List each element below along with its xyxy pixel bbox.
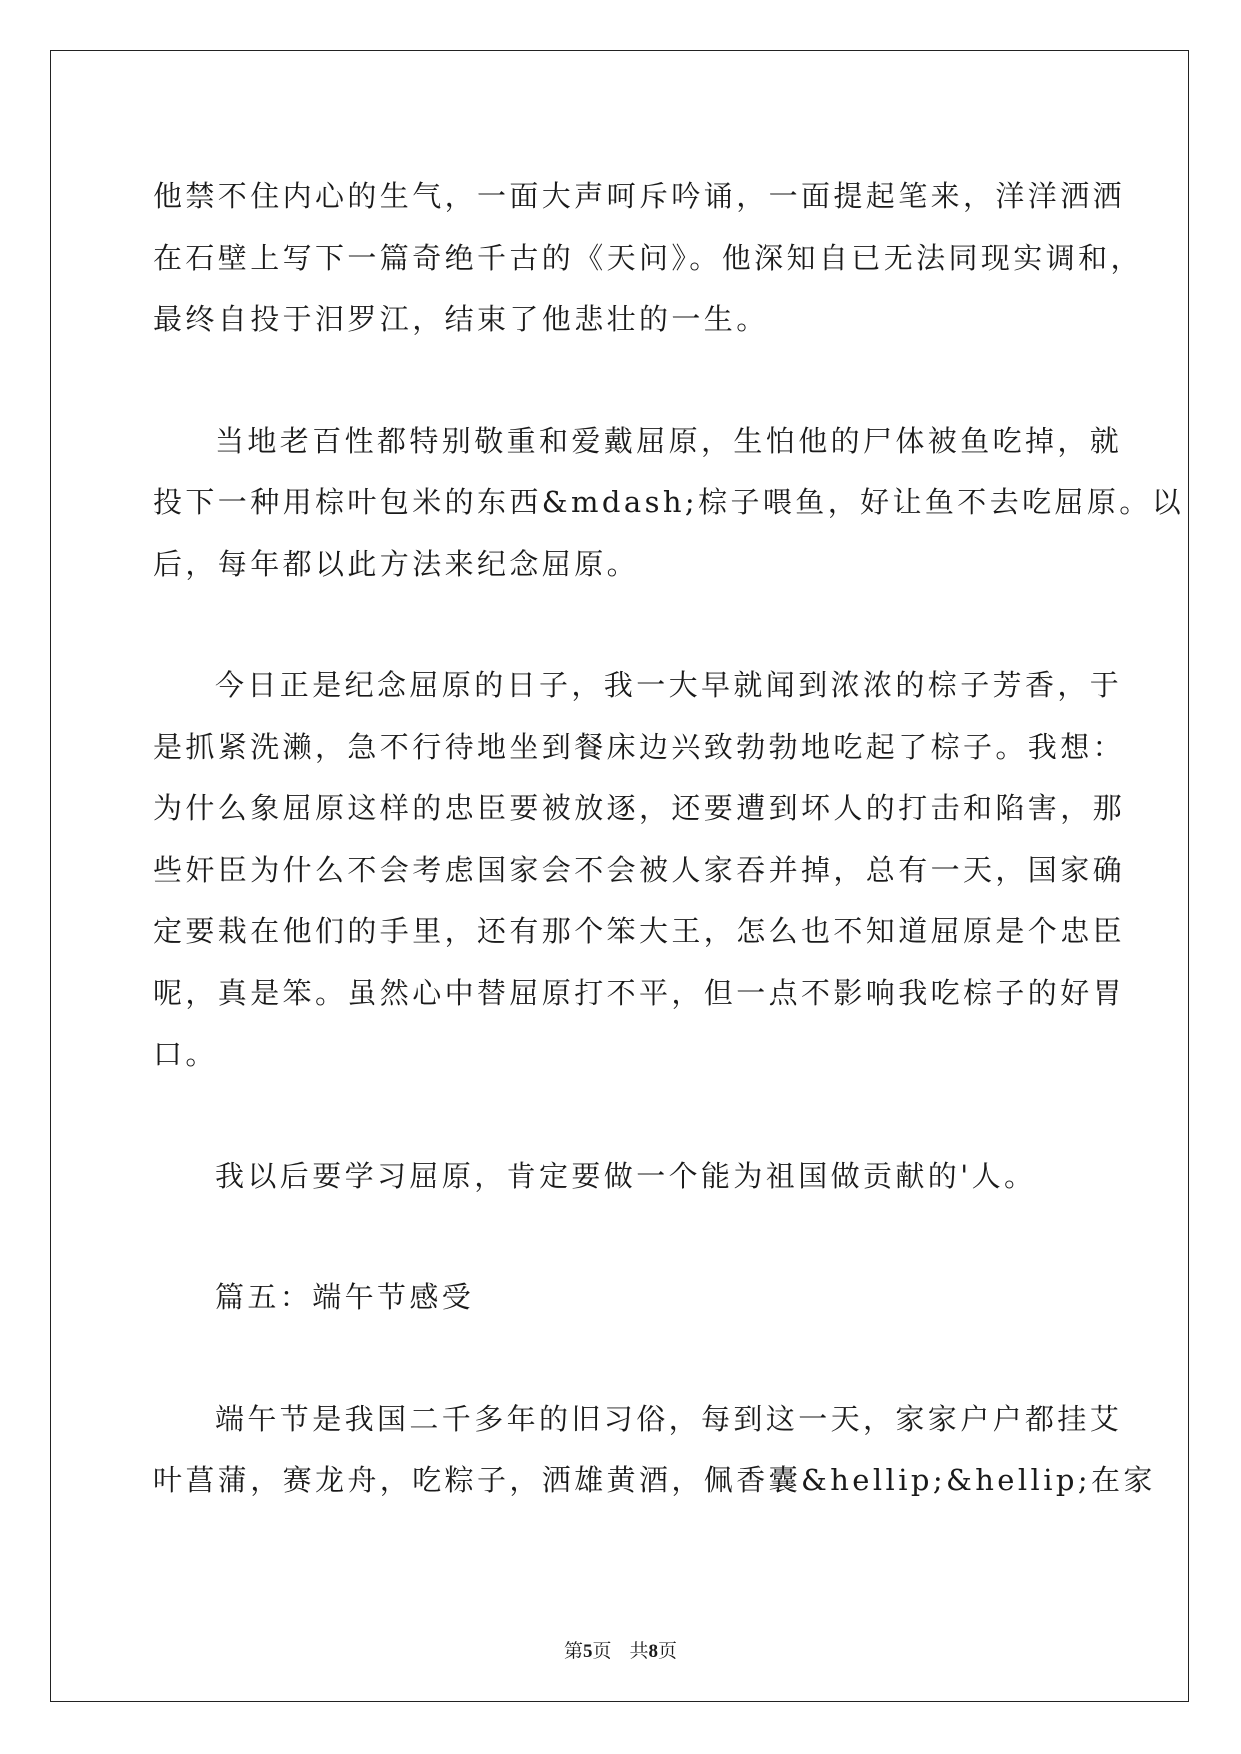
paragraph-start: 今日正是纪念屈原的日子，我一大早就闻到浓浓的棕子芳香，于 bbox=[215, 668, 1123, 702]
text-line: 叶菖蒲，赛龙舟，吃粽子，洒雄黄酒，佩香囊&hellip;&hellip;在家 bbox=[153, 1463, 1156, 1497]
current-page-number: 5 bbox=[582, 1641, 593, 1662]
footer-total-suffix: 页 bbox=[658, 1640, 678, 1662]
text-line: 些奸臣为什么不会考虑国家会不会被人家吞并掉，总有一天，国家确 bbox=[153, 852, 1126, 887]
text-line: 投下一种用棕叶包米的东西&mdash;棕子喂鱼，好让鱼不去吃屈原。以 bbox=[153, 485, 1185, 519]
footer-prefix: 第 bbox=[563, 1640, 583, 1662]
text-line: 定要栽在他们的手里，还有那个笨大王，怎么也不知道屈原是个忠臣 bbox=[153, 914, 1126, 948]
footer-total-prefix: 共 bbox=[629, 1640, 649, 1662]
document-body bbox=[153, 166, 1185, 1512]
paragraph-start: 我以后要学习屈原，肯定要做一个能为祖国做贡献的'人。 bbox=[215, 1158, 1037, 1193]
paragraph-start: 端午节是我国二千多年的旧习俗，每到这一天，家家户户都挂艾 bbox=[215, 1401, 1123, 1436]
text-line: 在石壁上写下一篇奇绝千古的《天问》。他深知自已无法同现实调和， bbox=[153, 240, 1143, 275]
text-line: 最终自投于汨罗江，结束了他悲壮的一生。 bbox=[153, 302, 769, 336]
page-footer bbox=[0, 1636, 1241, 1663]
text-line: 为什么象屈原这样的忠臣要被放逐，还要遭到坏人的打击和陷害，那 bbox=[153, 791, 1126, 825]
paragraph-start: 当地老百性都特别敬重和爱戴屈原，生怕他的尸体被鱼吃掉，就 bbox=[215, 423, 1123, 458]
text-line: 后，每年都以此方法来纪念屈原。 bbox=[153, 546, 640, 581]
text-line: 是抓紧洗濑，急不行待地坐到餐床边兴致勃勃地吃起了棕子。我想： bbox=[153, 729, 1126, 764]
section-heading: 篇五：端午节感受 bbox=[215, 1280, 475, 1314]
text-line: 口。 bbox=[153, 1037, 218, 1071]
total-page-number: 8 bbox=[648, 1641, 659, 1662]
text-line: 呢，真是笨。虽然心中替屈原打不平，但一点不影响我吃棕子的好胃 bbox=[153, 975, 1126, 1010]
footer-page-suffix: 页 bbox=[592, 1640, 612, 1662]
text-line: 他禁不住内心的生气，一面大声呵斥吟诵，一面提起笔来，洋洋洒洒 bbox=[153, 179, 1126, 213]
